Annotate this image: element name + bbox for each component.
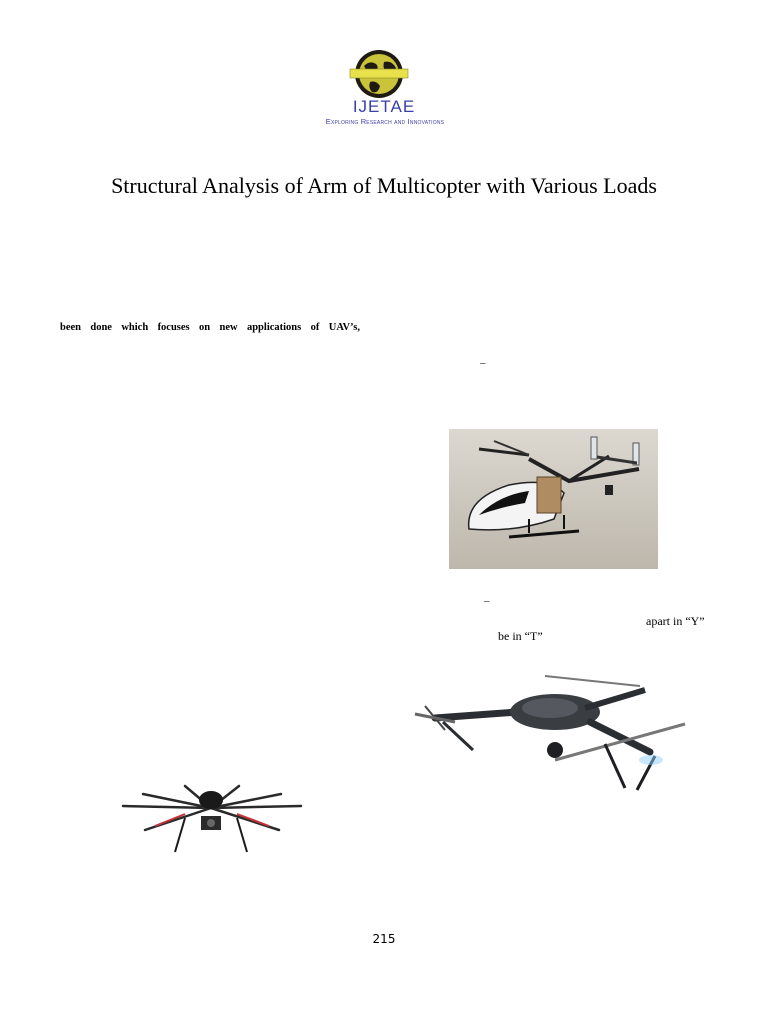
word: applications [246, 322, 302, 333]
word: done [90, 322, 112, 333]
journal-logo [300, 48, 470, 132]
bold-text-fragment [60, 321, 360, 335]
octocopter-drone-figure [115, 778, 307, 858]
word: been [60, 322, 81, 333]
helicopter-drone-icon [449, 429, 658, 569]
apart-text: apart in “Y” [646, 614, 705, 628]
word: of [310, 322, 320, 333]
dash-fragment: – [480, 357, 486, 369]
word: which [121, 322, 149, 333]
logo-tagline: Exploring Research and Innovations [325, 117, 445, 126]
paper-title: Structural Analysis of Arm of Multicopter with Various Loads [111, 173, 657, 198]
word: new [219, 322, 238, 333]
tricopter-drone-figure [405, 664, 715, 798]
word: on [199, 322, 211, 333]
helicopter-drone-figure [449, 429, 658, 569]
bein-text: be in “T” [498, 629, 543, 643]
octocopter-drone-icon [115, 778, 307, 858]
page-number: 215 [372, 932, 396, 946]
logo-name: IJETAE [352, 97, 416, 116]
dash-fragment: – [484, 595, 490, 607]
tricopter-drone-icon [405, 664, 715, 798]
word: UAV’s, [328, 322, 360, 333]
word: focuses [157, 322, 190, 333]
